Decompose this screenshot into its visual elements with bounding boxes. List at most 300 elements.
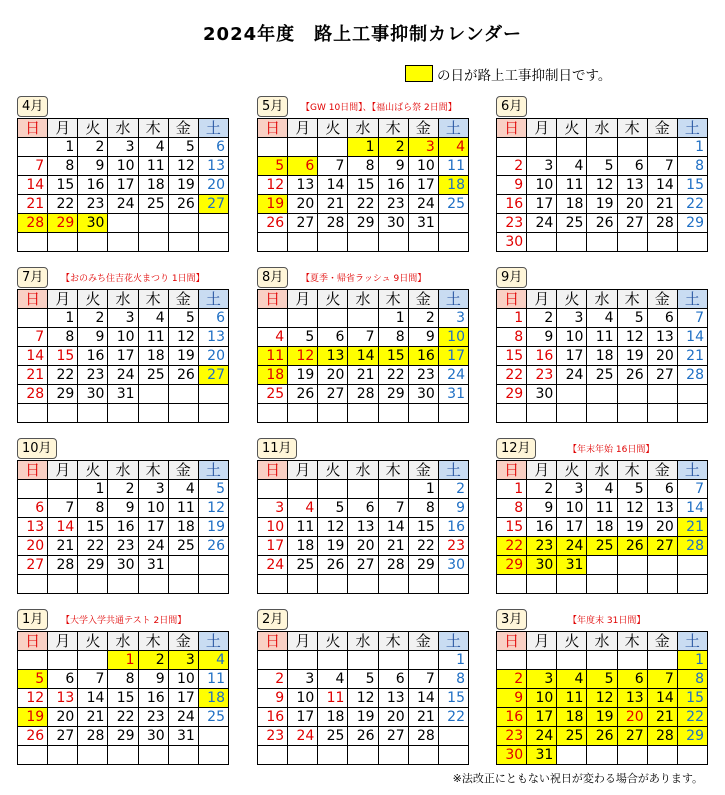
empty-cell <box>168 214 198 233</box>
day-cell: 31 <box>527 746 557 765</box>
empty-cell <box>348 309 378 328</box>
day-cell: 15 <box>438 689 468 708</box>
empty-cell <box>18 309 48 328</box>
day-cell: 14 <box>18 176 48 195</box>
day-cell: 1 <box>408 480 438 499</box>
day-cell: 21 <box>18 366 48 385</box>
day-cell: 19 <box>617 518 647 537</box>
week-row <box>497 385 708 404</box>
day-cell: 18 <box>288 537 318 556</box>
weekday-header: 水 <box>587 632 617 651</box>
empty-cell <box>318 138 348 157</box>
weekday-header: 土 <box>438 632 468 651</box>
day-cell: 22 <box>48 366 78 385</box>
day-cell: 21 <box>408 708 438 727</box>
day-cell: 25 <box>557 214 587 233</box>
empty-cell <box>318 746 348 765</box>
month-label: 7月 <box>17 267 48 288</box>
day-cell: 7 <box>677 309 707 328</box>
week-row <box>258 176 469 195</box>
week-row <box>18 575 229 594</box>
day-cell: 9 <box>408 328 438 347</box>
week-row <box>258 480 469 499</box>
day-cell: 13 <box>617 176 647 195</box>
weekday-header: 金 <box>647 632 677 651</box>
day-cell: 13 <box>647 499 677 518</box>
empty-cell <box>587 575 617 594</box>
week-row <box>18 385 229 404</box>
day-cell: 14 <box>378 518 408 537</box>
month-table <box>496 118 708 252</box>
day-cell: 11 <box>587 328 617 347</box>
day-cell: 11 <box>138 157 168 176</box>
empty-cell <box>408 233 438 252</box>
empty-cell <box>408 575 438 594</box>
day-cell: 18 <box>168 518 198 537</box>
day-cell: 22 <box>78 537 108 556</box>
weekday-header: 土 <box>198 290 228 309</box>
week-row <box>497 195 708 214</box>
week-row <box>18 689 229 708</box>
empty-cell <box>288 233 318 252</box>
day-cell: 15 <box>348 176 378 195</box>
day-cell: 8 <box>408 499 438 518</box>
empty-cell <box>647 385 677 404</box>
day-cell: 2 <box>378 138 408 157</box>
day-cell: 12 <box>18 689 48 708</box>
week-row <box>258 195 469 214</box>
weekday-header: 月 <box>48 290 78 309</box>
day-cell: 12 <box>168 157 198 176</box>
day-cell: 2 <box>497 157 527 176</box>
month-note: 【大学入学共通テスト 2日間】 <box>61 616 187 626</box>
day-cell: 15 <box>48 176 78 195</box>
empty-cell <box>587 556 617 575</box>
empty-cell <box>198 575 228 594</box>
day-cell: 27 <box>198 195 228 214</box>
week-row <box>258 309 469 328</box>
empty-cell <box>408 746 438 765</box>
weekday-header: 金 <box>168 632 198 651</box>
day-cell: 26 <box>587 214 617 233</box>
day-cell: 8 <box>348 157 378 176</box>
day-cell: 25 <box>168 537 198 556</box>
weekday-header: 土 <box>438 119 468 138</box>
day-cell: 29 <box>48 214 78 233</box>
month-calendar <box>17 267 229 423</box>
weekday-header: 水 <box>348 461 378 480</box>
weekday-header: 土 <box>198 461 228 480</box>
day-cell: 19 <box>168 347 198 366</box>
day-cell: 25 <box>318 727 348 746</box>
day-cell: 29 <box>677 214 707 233</box>
week-row <box>258 138 469 157</box>
day-cell: 15 <box>497 347 527 366</box>
empty-cell <box>108 233 138 252</box>
weekday-header: 木 <box>378 461 408 480</box>
empty-cell <box>198 214 228 233</box>
month-note: 【年末年始 16日間】 <box>568 445 655 455</box>
empty-cell <box>677 575 707 594</box>
day-cell: 28 <box>677 366 707 385</box>
day-cell: 17 <box>138 518 168 537</box>
day-cell: 7 <box>18 157 48 176</box>
week-row <box>18 347 229 366</box>
week-row <box>258 328 469 347</box>
day-cell: 29 <box>497 385 527 404</box>
day-cell: 8 <box>677 670 707 689</box>
day-cell: 23 <box>78 366 108 385</box>
weekday-header: 日 <box>18 290 48 309</box>
day-cell: 24 <box>168 708 198 727</box>
empty-cell <box>617 385 647 404</box>
empty-cell <box>48 746 78 765</box>
day-cell: 8 <box>108 670 138 689</box>
empty-cell <box>617 556 647 575</box>
week-row <box>258 556 469 575</box>
empty-cell <box>18 233 48 252</box>
day-cell: 7 <box>647 670 677 689</box>
day-cell: 30 <box>378 214 408 233</box>
day-cell: 24 <box>527 214 557 233</box>
week-row <box>258 746 469 765</box>
week-row <box>497 518 708 537</box>
empty-cell <box>108 746 138 765</box>
empty-cell <box>378 746 408 765</box>
day-cell: 6 <box>18 499 48 518</box>
weekday-header: 日 <box>258 119 288 138</box>
day-cell: 5 <box>318 499 348 518</box>
week-row <box>18 233 229 252</box>
weekday-header-row <box>497 632 708 651</box>
day-cell: 14 <box>78 689 108 708</box>
empty-cell <box>138 575 168 594</box>
day-cell: 18 <box>587 347 617 366</box>
day-cell: 19 <box>18 708 48 727</box>
weekday-header: 木 <box>138 632 168 651</box>
day-cell: 20 <box>348 537 378 556</box>
month-header <box>17 609 229 630</box>
month-header <box>496 96 708 117</box>
weekday-header: 土 <box>198 119 228 138</box>
day-cell: 31 <box>138 556 168 575</box>
legend-text: の日が路上工事抑制日です。 <box>437 67 612 84</box>
day-cell: 17 <box>108 347 138 366</box>
empty-cell <box>527 404 557 423</box>
day-cell: 7 <box>348 328 378 347</box>
empty-cell <box>18 651 48 670</box>
week-row <box>497 214 708 233</box>
weekday-header: 金 <box>408 632 438 651</box>
empty-cell <box>647 651 677 670</box>
weekday-header-row <box>18 632 229 651</box>
day-cell: 4 <box>288 499 318 518</box>
empty-cell <box>288 575 318 594</box>
day-cell: 25 <box>587 366 617 385</box>
weekday-header: 水 <box>587 290 617 309</box>
week-row <box>18 480 229 499</box>
day-cell: 11 <box>557 689 587 708</box>
weekday-header: 日 <box>18 632 48 651</box>
week-row <box>497 176 708 195</box>
empty-cell <box>258 480 288 499</box>
day-cell: 17 <box>557 518 587 537</box>
empty-cell <box>258 651 288 670</box>
day-cell: 16 <box>527 518 557 537</box>
day-cell: 26 <box>617 537 647 556</box>
day-cell: 11 <box>198 670 228 689</box>
weekday-header-row <box>18 119 229 138</box>
weekday-header: 月 <box>527 290 557 309</box>
month-table <box>17 460 229 594</box>
day-cell: 24 <box>258 556 288 575</box>
day-cell: 25 <box>258 385 288 404</box>
empty-cell <box>497 651 527 670</box>
day-cell: 13 <box>378 689 408 708</box>
day-cell: 17 <box>557 347 587 366</box>
weekday-header: 土 <box>677 632 707 651</box>
day-cell: 14 <box>408 689 438 708</box>
day-cell: 11 <box>258 347 288 366</box>
day-cell: 17 <box>168 689 198 708</box>
weekday-header: 日 <box>497 632 527 651</box>
day-cell: 23 <box>527 366 557 385</box>
month-calendar <box>257 438 469 594</box>
weekday-header: 金 <box>168 461 198 480</box>
day-cell: 24 <box>138 537 168 556</box>
day-cell: 2 <box>527 309 557 328</box>
day-cell: 10 <box>527 689 557 708</box>
day-cell: 27 <box>48 727 78 746</box>
day-cell: 2 <box>438 480 468 499</box>
day-cell: 17 <box>288 708 318 727</box>
day-cell: 19 <box>348 708 378 727</box>
day-cell: 6 <box>318 328 348 347</box>
day-cell: 27 <box>18 556 48 575</box>
day-cell: 24 <box>108 195 138 214</box>
empty-cell <box>378 575 408 594</box>
month-table <box>17 118 229 252</box>
week-row <box>497 670 708 689</box>
week-row <box>258 499 469 518</box>
day-cell: 26 <box>168 195 198 214</box>
empty-cell <box>348 233 378 252</box>
week-row <box>497 138 708 157</box>
week-row <box>258 385 469 404</box>
empty-cell <box>318 480 348 499</box>
day-cell: 6 <box>198 309 228 328</box>
week-row <box>258 518 469 537</box>
day-cell: 26 <box>288 385 318 404</box>
day-cell: 30 <box>138 727 168 746</box>
day-cell: 26 <box>168 366 198 385</box>
day-cell: 30 <box>527 556 557 575</box>
day-cell: 18 <box>438 176 468 195</box>
week-row <box>258 575 469 594</box>
weekday-header: 火 <box>78 290 108 309</box>
day-cell: 18 <box>198 689 228 708</box>
empty-cell <box>318 651 348 670</box>
day-cell: 18 <box>138 347 168 366</box>
week-row <box>258 670 469 689</box>
empty-cell <box>318 404 348 423</box>
day-cell: 23 <box>497 727 527 746</box>
week-row <box>18 404 229 423</box>
day-cell: 26 <box>258 214 288 233</box>
weekday-header: 金 <box>647 119 677 138</box>
weekday-header: 火 <box>78 461 108 480</box>
day-cell: 29 <box>408 556 438 575</box>
empty-cell <box>438 575 468 594</box>
month-header <box>496 438 708 459</box>
empty-cell <box>378 404 408 423</box>
day-cell: 18 <box>138 176 168 195</box>
day-cell: 2 <box>108 480 138 499</box>
day-cell: 20 <box>617 708 647 727</box>
day-cell: 23 <box>138 708 168 727</box>
weekday-header: 火 <box>557 632 587 651</box>
day-cell: 28 <box>18 214 48 233</box>
day-cell: 4 <box>138 138 168 157</box>
day-cell: 10 <box>438 328 468 347</box>
month-header <box>17 96 229 117</box>
weekday-header: 日 <box>497 461 527 480</box>
month-note: 【夏季・帰省ラッシュ 9日間】 <box>301 274 427 284</box>
weekday-header: 日 <box>18 119 48 138</box>
month-label: 4月 <box>17 96 48 117</box>
empty-cell <box>138 746 168 765</box>
week-row <box>497 366 708 385</box>
day-cell: 13 <box>617 689 647 708</box>
day-cell: 20 <box>647 518 677 537</box>
day-cell: 24 <box>527 727 557 746</box>
empty-cell <box>48 480 78 499</box>
weekday-header: 金 <box>647 290 677 309</box>
weekday-header: 水 <box>108 119 138 138</box>
day-cell: 4 <box>258 328 288 347</box>
day-cell: 16 <box>138 689 168 708</box>
week-row <box>18 727 229 746</box>
empty-cell <box>378 651 408 670</box>
day-cell: 16 <box>497 708 527 727</box>
day-cell: 24 <box>557 537 587 556</box>
day-cell: 19 <box>288 366 318 385</box>
weekday-header: 木 <box>617 119 647 138</box>
day-cell: 23 <box>408 366 438 385</box>
weekday-header: 金 <box>408 290 438 309</box>
day-cell: 8 <box>378 328 408 347</box>
empty-cell <box>557 233 587 252</box>
week-row <box>18 499 229 518</box>
empty-cell <box>557 746 587 765</box>
empty-cell <box>258 233 288 252</box>
week-row <box>258 366 469 385</box>
empty-cell <box>587 233 617 252</box>
day-cell: 7 <box>408 670 438 689</box>
day-cell: 28 <box>318 214 348 233</box>
month-note: 【おのみち住吉花火まつり 1日間】 <box>61 274 205 284</box>
day-cell: 1 <box>497 480 527 499</box>
day-cell: 28 <box>677 537 707 556</box>
day-cell: 5 <box>288 328 318 347</box>
month-label: 8月 <box>257 267 288 288</box>
week-row <box>497 556 708 575</box>
day-cell: 22 <box>378 366 408 385</box>
day-cell: 27 <box>378 727 408 746</box>
weekday-header: 木 <box>378 290 408 309</box>
day-cell: 3 <box>138 480 168 499</box>
month-label: 1月 <box>17 609 48 630</box>
week-row <box>18 670 229 689</box>
day-cell: 10 <box>108 157 138 176</box>
day-cell: 22 <box>497 537 527 556</box>
empty-cell <box>647 575 677 594</box>
day-cell: 13 <box>198 157 228 176</box>
weekday-header: 水 <box>587 119 617 138</box>
weekday-header: 火 <box>557 461 587 480</box>
day-cell: 12 <box>168 328 198 347</box>
day-cell: 23 <box>108 537 138 556</box>
day-cell: 4 <box>168 480 198 499</box>
week-row <box>258 214 469 233</box>
empty-cell <box>378 233 408 252</box>
day-cell: 25 <box>198 708 228 727</box>
day-cell: 7 <box>378 499 408 518</box>
weekday-header: 日 <box>258 290 288 309</box>
day-cell: 16 <box>527 347 557 366</box>
week-row <box>18 708 229 727</box>
day-cell: 20 <box>198 347 228 366</box>
day-cell: 8 <box>497 328 527 347</box>
month-table <box>17 289 229 423</box>
day-cell: 28 <box>48 556 78 575</box>
day-cell: 10 <box>168 670 198 689</box>
day-cell: 3 <box>557 309 587 328</box>
empty-cell <box>677 556 707 575</box>
weekday-header: 木 <box>138 461 168 480</box>
month-table <box>496 460 708 594</box>
day-cell: 22 <box>348 195 378 214</box>
day-cell: 31 <box>108 385 138 404</box>
day-cell: 8 <box>48 157 78 176</box>
day-cell: 1 <box>108 651 138 670</box>
weekday-header: 土 <box>677 119 707 138</box>
day-cell: 1 <box>78 480 108 499</box>
weekday-header: 水 <box>348 290 378 309</box>
empty-cell <box>497 138 527 157</box>
footnote: ※法改正にともない祝日が変わる場合があります。 <box>452 772 703 785</box>
weekday-header: 日 <box>258 461 288 480</box>
day-cell: 1 <box>378 309 408 328</box>
day-cell: 10 <box>258 518 288 537</box>
week-row <box>497 727 708 746</box>
day-cell: 11 <box>138 328 168 347</box>
day-cell: 21 <box>677 518 707 537</box>
day-cell: 3 <box>108 309 138 328</box>
empty-cell <box>48 575 78 594</box>
page-title: 2024年度 路上工事抑制カレンダー <box>203 24 522 45</box>
day-cell: 23 <box>438 537 468 556</box>
weekday-header-row <box>497 119 708 138</box>
weekday-header: 日 <box>497 119 527 138</box>
weekday-header: 月 <box>288 632 318 651</box>
weekday-header: 火 <box>557 290 587 309</box>
day-cell: 9 <box>497 176 527 195</box>
day-cell: 2 <box>258 670 288 689</box>
day-cell: 28 <box>348 385 378 404</box>
day-cell: 12 <box>198 499 228 518</box>
weekday-header: 木 <box>617 461 647 480</box>
